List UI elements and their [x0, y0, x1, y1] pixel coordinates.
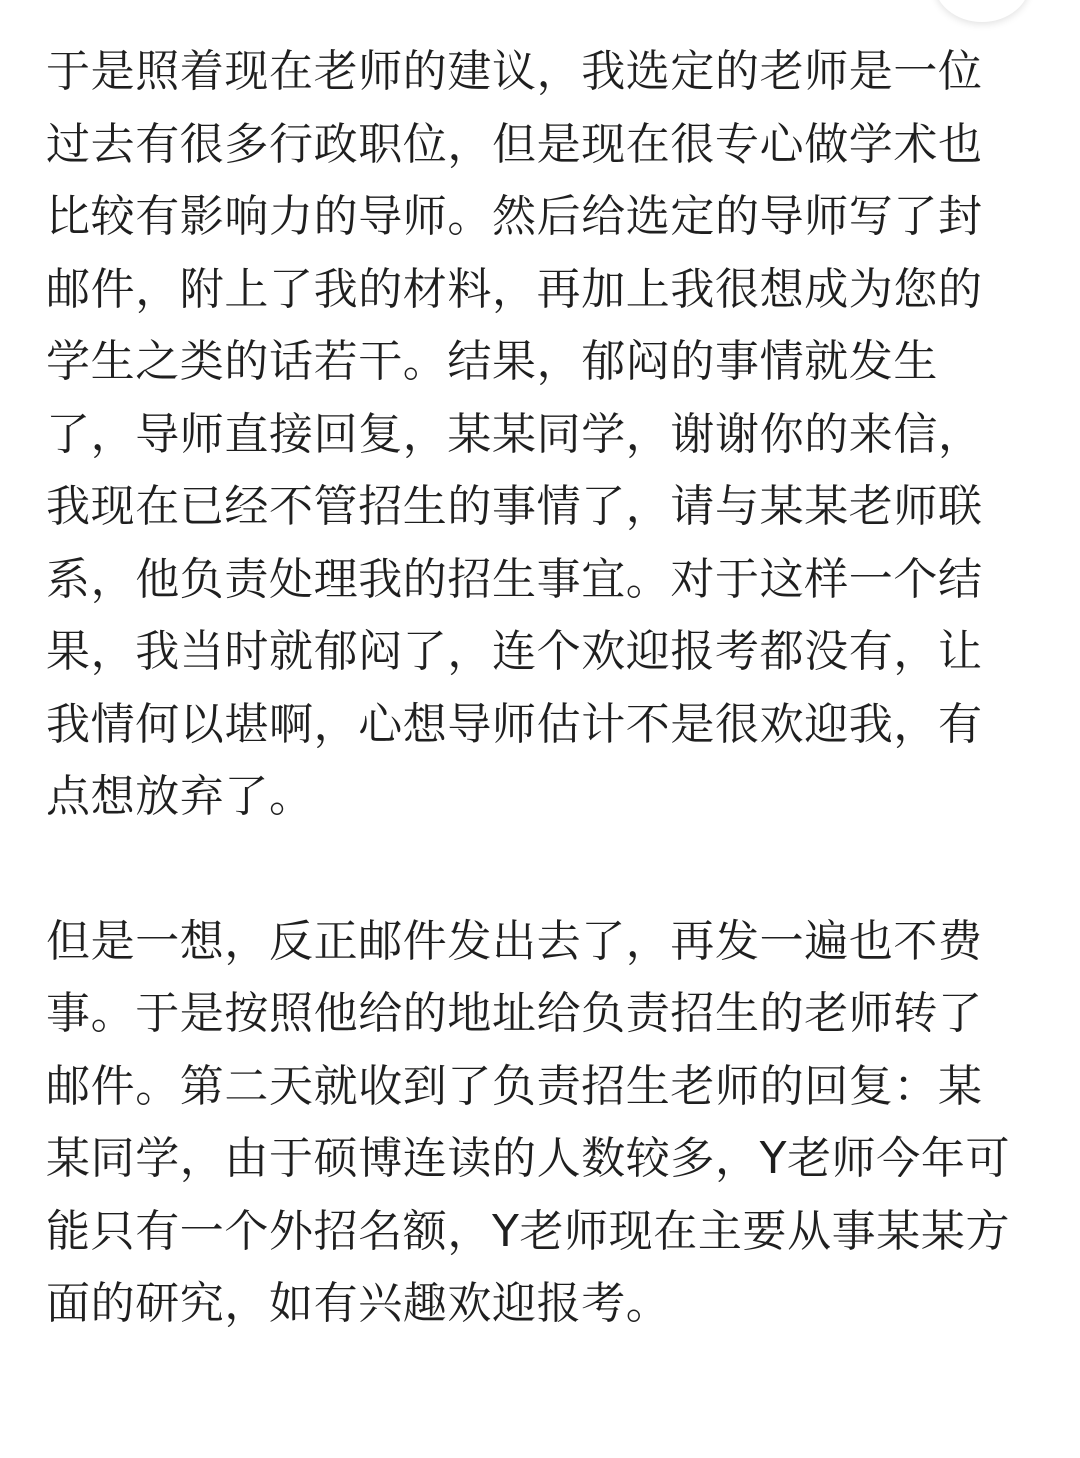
- article-body: [46, 36, 1014, 1341]
- floating-action-button[interactable]: [934, 0, 1030, 22]
- article-paragraph-2: 但是一想，反正邮件发出去了，再发一遍也不费事。于是按照他给的地址给负责招生的老师转了邮件。第二天就收到了负责招生老师的回复：某某同学，由于硕博连读的人数较多，Y老师今年可能只有一个外招名额，Y老师现在主要从事某某方面的研究，如有兴趣欢迎报考。: [46, 915, 1011, 1329]
- article-paragraph-1: 于是照着现在老师的建议，我选定的老师是一位过去有很多行政职位，但是现在很专心做学术也比较有影响力的导师。然后给选定的导师写了封邮件，附上了我的材料，再加上我很想成为您的学生之类的话若干。结果，郁闷的事情就发生了，导师直接回复，某某同学，谢谢你的来信，我现在已经不管招生的事情了，请与某某老师联系，他负责处理我的招生事宜。对于这样一个结果，我当时就郁闷了，连个欢迎报考都没有，让我情何以堪啊，心想导师估计不是很欢迎我，有点想放弃了。: [46, 46, 983, 822]
